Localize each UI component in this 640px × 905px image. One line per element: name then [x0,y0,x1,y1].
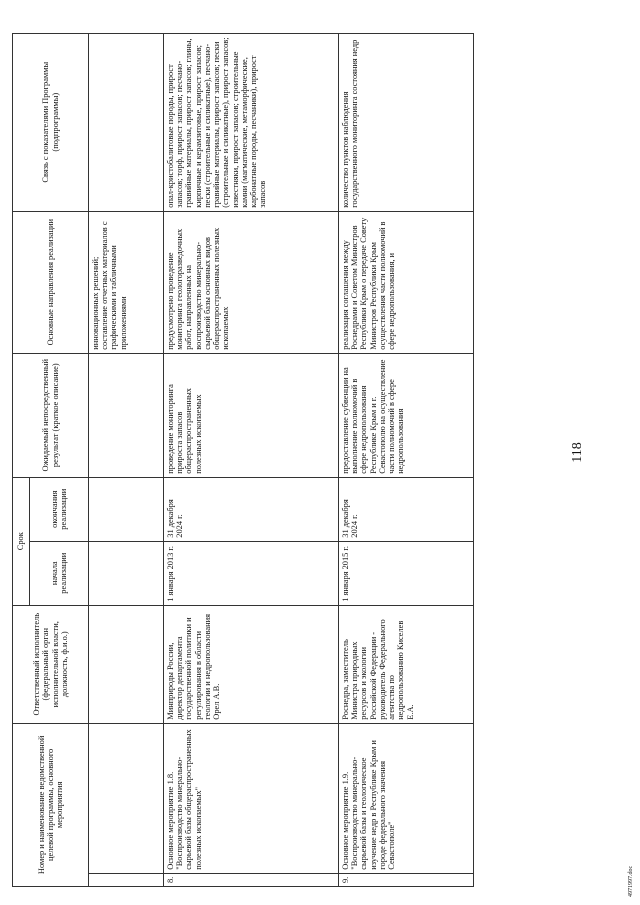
cell-result: проведение мониторинга прироста запасов общераспространенных полезных ископаемых [164,353,339,477]
cell-num: 9. [339,873,474,886]
header-directions: Основные направления реализации [13,211,89,353]
cell-name: Основное мероприятие 1.9. "Воспроизводство минерально-сырьевой базы и геологическое изучение недр в Республике Крым и городе федерального значения Севастополе" [339,723,474,873]
document-code: 4971997.doc [628,865,634,897]
table-row [339,33,474,886]
cell-directions: инновационных решений; составление отчетных материалов с графическими и табличными приложениями [89,211,164,353]
table-row-continuation [89,33,164,886]
cell-directions: реализация соглашения между Роснедрами и Советом Министров Республики Крым о передаче Совету Министров Республики Крым осуществления части полномочий в сфере недропользования, и [339,211,474,353]
header-responsible: Ответственный исполнитель (федеральный орган исполнительной власти, должность, ф.и.о.) [13,605,89,723]
cell-end: 31 декабря 2024 г. [164,477,339,541]
table-row [164,33,339,886]
cell-end: 31 декабря 2024 г. [339,477,474,541]
cell-begin: 1 января 2013 г. [164,541,339,605]
cell-name: Основное мероприятие 1.8. "Воспроизводство минерально-сырьевой базы общераспространенных полезных ископаемых" [164,723,339,873]
header-name: Номер и наименование ведомственной целевой программы, основного мероприятия [13,723,89,886]
cell-num: 8. [164,873,339,886]
cell-responsible: Минприроды России, директор департамента государственной политики и регулирования в области геологии и недропользования Орел А.В. [164,605,339,723]
header-term-begin: начала реализации [30,541,89,605]
cell-directions: предусмотрено проведение мониторинга геологоразведочных работ, направленных на воспроизводство минерально-сырьевой базы основных видов общераспространенных полезных ископаемых [164,211,339,353]
table-header [13,33,89,886]
cell-link: количество пунктов наблюдения государственного мониторинга состояния недр [339,33,474,211]
header-term-end: окончания реализации [30,477,89,541]
header-result: Ожидаемый непосредственный результат (краткое описание) [13,353,89,477]
cell-result: предоставление субвенции на выполнение полномочий в сфере недропользования Республике Крым и г. Севастополю на осуществление части полномочий в сфере недропользования [339,353,474,477]
cell-responsible: Роснедра, заместитель Министра природных ресурсов и экологии Российской Федерации - руководитель Федерального агентства по недропользованию Киселев Е.А. [339,605,474,723]
page-number: 118 [570,442,585,463]
header-term: Срок [13,477,30,605]
program-table [12,33,474,887]
cell-begin: 1 января 2015 г. [339,541,474,605]
cell-link: опал-кристобалитовые породы, прирост запасов; торф, прирост запасов; песчано-гравийные материалы, прирост запасов; глины, кирпичные и керамзитовые, прирост запасов; пески (строительные и силикатные), песчано-гравийные материалы, прирост запасов; пески (строительные и силикатные), прирост запасов; известняки, прирост запасов; строительные камни (магматические, метаморфические, карбонатные породы, песчаники), прирост запасов [164,33,339,211]
header-link: Связь с показателями Программы (подпрограммы) [13,33,89,211]
